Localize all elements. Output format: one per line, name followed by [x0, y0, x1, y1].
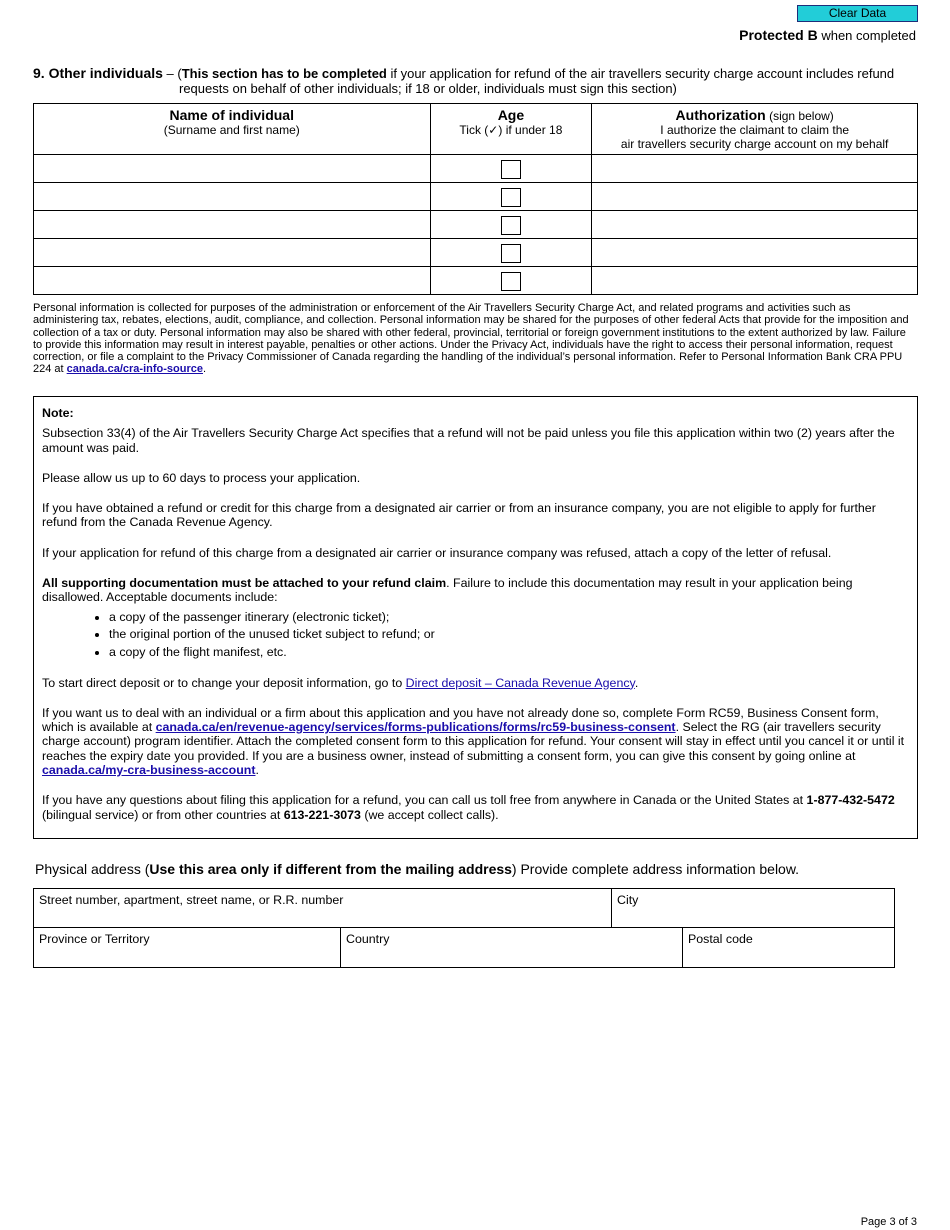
province-field[interactable] — [34, 928, 341, 967]
column-header-authorization: Authorization (sign below) I authorize the claimant to claim the air travellers security charge account on my behalf — [592, 104, 918, 155]
individual-name-field[interactable] — [34, 211, 431, 239]
postal-code-field[interactable] — [683, 928, 894, 967]
table-row — [34, 155, 918, 183]
note-box — [33, 396, 918, 839]
under-18-checkbox[interactable] — [501, 216, 521, 235]
privacy-notice: Personal information is collected for purposes of the administration or enforcement of the Air Travellers Security Charge Act, and related programs and activities such as administering tax, rebates, elections, audit, compliance, and collection. Personal information may be shared for the purposes of other federal Acts that provide for the imposition and collection of a tax or duty. Personal information may also be shared with other federal, provincial, territorial or foreign government institutions to the extent authorized by law. Failure to provide this information may result in interest payable, penalties or other actions. Under the Privacy Act, individuals have the right to access their personal information, request correction, or file a complaint to the Privacy Commissioner of Canada regarding the handling of the individual’s personal information. Refer to Personal Information Bank CRA PPU 224 at canada.ca/cra-info-source. — [33, 302, 909, 376]
clear-data-button[interactable]: Clear Data — [797, 5, 918, 22]
note-paragraph: If you have any questions about filing this application for a refund, you can call us toll free from anywhere in Canada or the United States at 1-877-432-5472 (bilingual service) or from other countries at 613-221-3073 (we accept collect calls). — [42, 793, 895, 822]
authorization-signature-field[interactable] — [592, 155, 918, 183]
physical-address-title: Physical address (Use this area only if different from the mailing address) Provide complete address information below. — [35, 861, 800, 877]
note-paragraph: All supporting documentation must be attached to your refund claim. Failure to include this documentation may result in your application being disallowed. Acceptable documents include: — [42, 576, 853, 605]
column-header-name: Name of individual (Surname and first name) — [34, 104, 431, 155]
country-label: Country — [346, 932, 390, 946]
section-9-title: 9. Other individuals – (This section has to be completed if your application for refund of the air travellers security charge account includes refund requests on behalf of other individuals; if 18 or older, individuals must sign this section) — [33, 65, 895, 96]
table-row — [34, 211, 918, 239]
authorization-signature-field[interactable] — [592, 239, 918, 267]
street-label: Street number, apartment, street name, or R.R. number — [39, 893, 344, 907]
individual-name-field[interactable] — [34, 155, 431, 183]
individual-name-field[interactable] — [34, 239, 431, 267]
column-header-age: Age Tick (✓) if under 18 — [430, 104, 592, 155]
note-paragraph: If you want us to deal with an individual or a firm about this application and you have not already done so, complete Form RC59, Business Consent form, which is available at canada.ca/en/revenue-agency/services/forms-publications/forms/rc59-business-consent. Select the RG (air travellers security charge account) program identifier. Attach the completed consent form to this application for refund. Your consent will stay in effect until you cancel it or until it reaches the expiry date you provided. If you are a business owner, instead of submitting a consent form, you can give this consent by going online at canada.ca/my-cra-business-account. — [42, 705, 905, 778]
city-field[interactable] — [612, 889, 894, 928]
individual-name-field[interactable] — [34, 267, 431, 295]
note-paragraph: Subsection 33(4) of the Air Travellers Security Charge Act specifies that a refund will not be paid unless you file this application within two (2) years after the amount was paid. — [42, 426, 895, 455]
street-field[interactable] — [34, 889, 612, 928]
list-item: • a copy of the flight manifest, etc. — [109, 645, 909, 659]
table-row — [34, 183, 918, 211]
under-18-checkbox[interactable] — [501, 160, 521, 179]
protected-b-label: Protected B when completed — [739, 27, 916, 43]
note-paragraph: To start direct deposit or to change your deposit information, go to Direct deposit – Canada Revenue Agency. — [42, 675, 639, 690]
individual-name-field[interactable] — [34, 183, 431, 211]
authorization-signature-field[interactable] — [592, 211, 918, 239]
table-row — [34, 267, 918, 295]
list-item: • a copy of the passenger itinerary (electronic ticket); — [109, 610, 909, 624]
note-title: Note: — [42, 406, 74, 420]
note-paragraph: If you have obtained a refund or credit for this charge from a designated air carrier or from an insurance company, you are not eligible to apply for further refund from the Canada Revenue Agency. — [42, 501, 876, 530]
under-18-checkbox[interactable] — [501, 272, 521, 291]
rc59-consent-link[interactable]: canada.ca/en/revenue-agency/services/forms-publications/forms/rc59-business-consent — [155, 720, 676, 735]
page-number: Page 3 of 3 — [860, 1216, 917, 1228]
note-paragraph: Please allow us up to 60 days to process your application. — [42, 470, 361, 485]
under-18-checkbox[interactable] — [501, 188, 521, 207]
note-paragraph: If your application for refund of this charge from a designated air carrier or insurance company was refused, attach a copy of the letter of refusal. — [42, 545, 832, 560]
authorization-signature-field[interactable] — [592, 183, 918, 211]
other-individuals-table — [33, 103, 918, 295]
under-18-checkbox[interactable] — [501, 244, 521, 263]
country-field[interactable] — [341, 928, 683, 967]
my-cra-business-account-link[interactable]: canada.ca/my-cra-business-account — [42, 763, 256, 778]
city-label: City — [617, 893, 639, 907]
postal-code-label: Postal code — [688, 932, 753, 946]
authorization-signature-field[interactable] — [592, 267, 918, 295]
cra-info-source-link[interactable]: canada.ca/cra-info-source — [66, 363, 203, 376]
documents-list — [42, 610, 909, 660]
list-item: • the original portion of the unused ticket subject to refund; or — [109, 627, 909, 641]
province-label: Province or Territory — [39, 932, 150, 946]
direct-deposit-link[interactable]: Direct deposit – Canada Revenue Agency — [405, 675, 635, 690]
physical-address-form — [33, 888, 895, 968]
table-row — [34, 239, 918, 267]
